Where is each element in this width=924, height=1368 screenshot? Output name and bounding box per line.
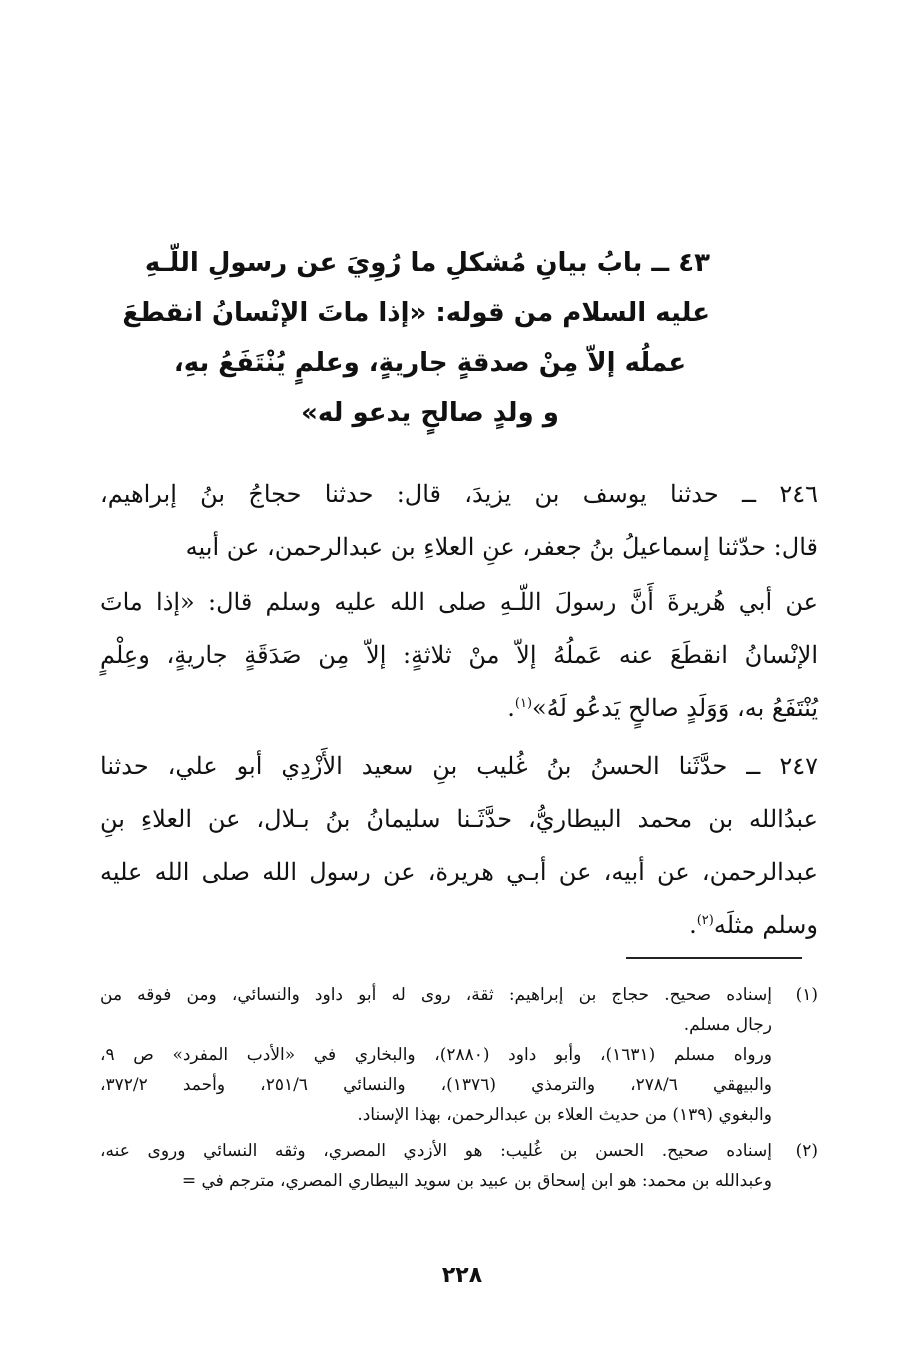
hadith-246-isnad	[100, 468, 818, 574]
text-line: ٢٤٦ ــ حدثنا يوسف بن يزيدَ، قال: حدثنا حجاجُ بنُ إبراهيم،	[100, 480, 818, 508]
page-number: ٢٢٨	[441, 1263, 483, 1288]
chapter-title-line: ٤٣ ــ بابُ بيانِ مُشكلِ ما رُوِيَ عن رسولِ اللّـهِ	[144, 248, 710, 278]
text-line: عبدالرحمن، عن أبيه، عن أبـي هريرة، عن رسول الله صلى الله عليه	[100, 858, 818, 886]
hadith-247	[100, 740, 818, 952]
footnote-2	[100, 1136, 818, 1196]
footnote-divider	[626, 957, 802, 959]
footnote-marker[interactable]: (٢)	[696, 913, 714, 928]
chapter-title	[122, 238, 710, 438]
text-line: ٢٤٧ ــ حدَّثَنا الحسنُ بنُ غُليب بنِ سعيد الأَزْدِي أبو علي، حدثنا	[100, 752, 818, 780]
footnote-number: (٢)	[795, 1141, 818, 1161]
hadith-246-matn	[100, 576, 818, 735]
footnote-number: (١)	[795, 985, 818, 1005]
sentence-end: .	[507, 694, 515, 722]
footnotes	[100, 980, 818, 1196]
chapter-title-line: و ولدٍ صالحٍ يدعو له»	[301, 398, 559, 428]
footnote-line: ورواه مسلم (١٦٣١)، وأبو داود (٢٨٨٠)، والبخاري في «الأدب المفرد» ص ٩،	[100, 1045, 772, 1065]
chapter-title-line: عملُه إلاّ مِنْ صدقةٍ جاريةٍ، وعلمٍ يُنْتَفَعُ بهِ،	[173, 348, 687, 378]
text-line	[100, 899, 818, 952]
chapter-title-line: عليه السلام من قوله: «إذا ماتَ الإنْسانُ انقطعَ	[122, 298, 710, 328]
footnote-line: والبغوي (١٣٩) من حديث العلاء بن عبدالرحمن، بهذا الإسناد.	[357, 1105, 772, 1125]
footnote-marker[interactable]: (١)	[514, 696, 533, 711]
text-line-content: وسلم مثلَه	[713, 911, 818, 939]
text-line	[100, 682, 818, 735]
footnote-line: إسناده صحيح. حجاج بن إبراهيم: ثقة، روى له أبو داود والنسائي، ومن فوقه من	[100, 985, 772, 1005]
text-line: قال: حدّثنا إسماعيلُ بنُ جعفر، عنِ العلاءِ بن عبدالرحمن، عن أبيه	[185, 533, 818, 561]
footnote-line: والبيهقي ٢٧٨/٦، والترمذي (١٣٧٦)، والنسائي ٢٥١/٦، وأحمد ٣٧٢/٢،	[100, 1075, 772, 1095]
footnote-1	[100, 980, 818, 1130]
footnote-line: وعبدالله بن محمد: هو ابن إسحاق بن عبيد بن سويد البيطاري المصري، مترجم في =	[181, 1171, 772, 1191]
text-line: الإنْسانُ انقطَعَ عنه عَملُهُ إلاّ منْ ثلاثةٍ: إلاّ مِن صَدَقَةٍ جاريةٍ، وعِلْمٍ	[100, 641, 818, 669]
text-line: عن أبي هُريرةَ أَنَّ رسولَ اللّـهِ صلى الله عليه وسلم قال: «إذا ماتَ	[100, 588, 818, 616]
footnote-line: رجال مسلم.	[683, 1015, 772, 1035]
text-line: عبدُالله بن محمد البيطاريُّ، حدَّثَـنا سليمانُ بنُ بـلال، عن العلاءِ بنِ	[100, 805, 818, 833]
text-line-content: يُنْتَفَعُ به، وَوَلَدٍ صالحٍ يَدعُو لَهُ»	[532, 694, 818, 722]
sentence-end: .	[689, 911, 697, 939]
footnote-line: إسناده صحيح. الحسن بن غُليب: هو الأزدي المصري، وثقه النسائي وروى عنه،	[100, 1141, 772, 1161]
